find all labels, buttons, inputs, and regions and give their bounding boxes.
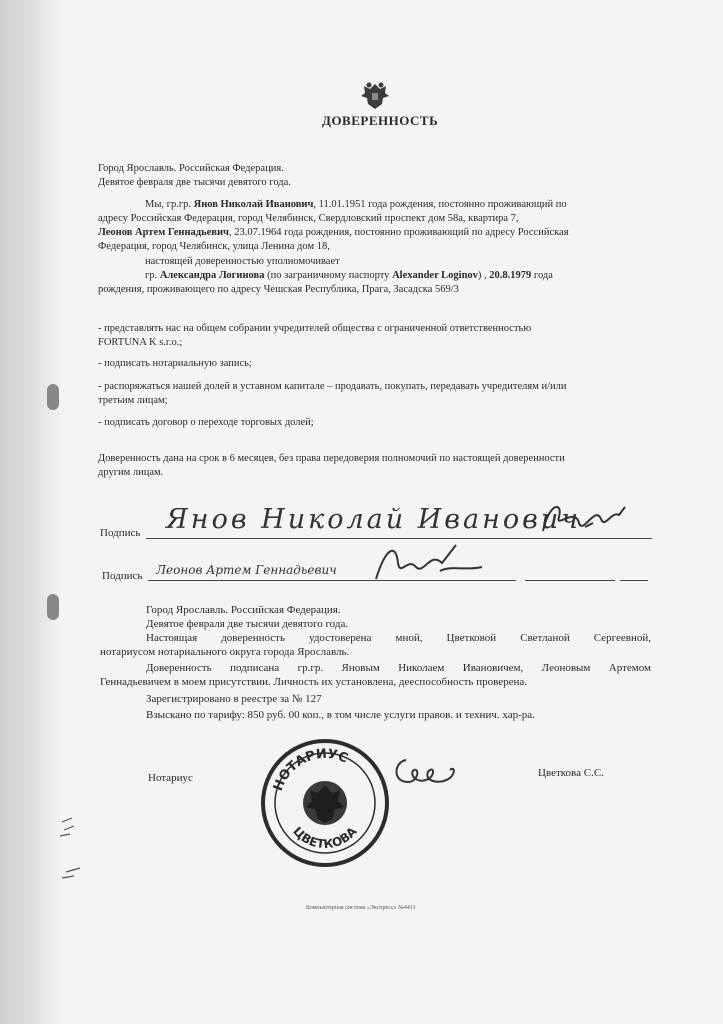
handwritten-signature-name: Леонов Артем Геннадьевич	[156, 563, 337, 577]
attorney-name: Александра Логинова	[159, 270, 265, 281]
text: ) ,	[477, 270, 490, 281]
handwritten-signature-name: Янов Николай Иванович	[166, 504, 582, 535]
signature-line	[525, 580, 615, 581]
notary-text: Девятое февраля две тысячи девятого года.	[146, 618, 349, 630]
seal-textpath: ЦВЕТКОВА	[290, 824, 360, 852]
margin-marks-icon	[58, 812, 88, 882]
notary-signature-icon	[388, 752, 468, 792]
city-line: Город Ярославль. Российская Федерация.	[98, 163, 284, 174]
seal-textpath: НОТАРИУС	[270, 746, 350, 794]
signature-scribble-icon	[370, 537, 490, 587]
fee-line: Взыскано по тарифу: 850 руб. 00 коп., в том числе услуги правов. и технич. хар-ра.	[146, 709, 535, 721]
notary-text: нотариусом нотариального округа города Ярославль.	[100, 646, 350, 658]
attorney-latin-name: Alexander Loginov	[392, 270, 478, 281]
text: года	[531, 270, 553, 281]
signature-label: Подпись	[102, 570, 143, 582]
text: (по заграничному паспорту	[264, 270, 393, 281]
paragraph-line	[145, 269, 553, 282]
paragraph-line	[145, 198, 567, 211]
footer-text: Компьютерная система «Экспресс» №4411	[306, 905, 416, 911]
text: , 11.01.1951 года рождения, постоянно проживающий по	[313, 199, 567, 210]
power-item: третьим лицам;	[98, 395, 168, 406]
text: гр.	[145, 270, 160, 281]
power-item: - распоряжаться нашей долей в уставном капитале – продавать, покупать, передавать учредителям и/или	[98, 381, 567, 392]
principal-name: Янов Николай Иванович	[193, 199, 314, 210]
notary-text: Город Ярославль. Российская Федерация.	[146, 604, 341, 616]
power-item: FORTUNA K s.r.o.;	[98, 337, 183, 348]
attorney-birthdate: 20.8.1979	[489, 270, 532, 281]
date-line: Девятое февраля две тысячи девятого года.	[98, 177, 291, 188]
paragraph-line: адресу Российская Федерация, город Челябинск, Свердловский проспект дом 58а, квартира 7,	[98, 213, 519, 224]
signature-line	[620, 580, 648, 581]
notary-text: Доверенность подписана гр.гр. Яновым Николаем Ивановичем, Леоновым Артемом	[146, 662, 651, 674]
text: Мы, гр.гр.	[145, 199, 192, 210]
registry-line: Зарегистрировано в реестре за № 127	[146, 693, 322, 705]
notary-text: Настоящая доверенность удостоверена мной, Цветковой Светланой Сергеевной,	[146, 632, 651, 644]
text: , 23.07.1964 года рождения, постоянно проживающий по адресу Российская	[228, 227, 569, 238]
signature-label: Подпись	[100, 527, 141, 539]
notary-seal-icon	[260, 733, 390, 873]
signature-scribble-icon	[535, 497, 630, 542]
paragraph-line: Федерация, город Челябинск, улица Ленина дом 18,	[98, 241, 330, 252]
notary-name: Цветкова С.С.	[538, 767, 604, 779]
binder-hole	[47, 384, 59, 410]
power-item: - представлять нас на общем собрании учредителей общества с ограниченной ответственностью	[98, 323, 532, 334]
paragraph-line: рождения, проживающего по адресу Чешская Республика, Прага, Засадска 569/3	[98, 284, 459, 295]
coat-of-arms-icon	[358, 80, 392, 112]
page-fold-shadow	[0, 0, 62, 1024]
term-line: Доверенность дана на срок в 6 месяцев, без права передоверия полномочий по настоящей доверенности	[98, 453, 565, 464]
paragraph-line	[98, 226, 569, 239]
power-item: - подписать договор о переходе торговых долей;	[98, 417, 314, 428]
paragraph-line: настоящей доверенностью уполномочивает	[145, 256, 340, 267]
term-line: другим лицам.	[98, 467, 164, 478]
power-item: - подписать нотариальную запись;	[98, 358, 252, 369]
binder-hole	[47, 594, 59, 620]
document-title: ДОВЕРЕННОСТЬ	[322, 113, 439, 128]
notary-label: Нотариус	[148, 772, 193, 784]
principal-name: Леонов Артем Геннадьевич	[98, 227, 229, 238]
notary-text: Геннадьевичем в моем присутствии. Личность их установлена, дееспособность проверена.	[100, 676, 527, 688]
